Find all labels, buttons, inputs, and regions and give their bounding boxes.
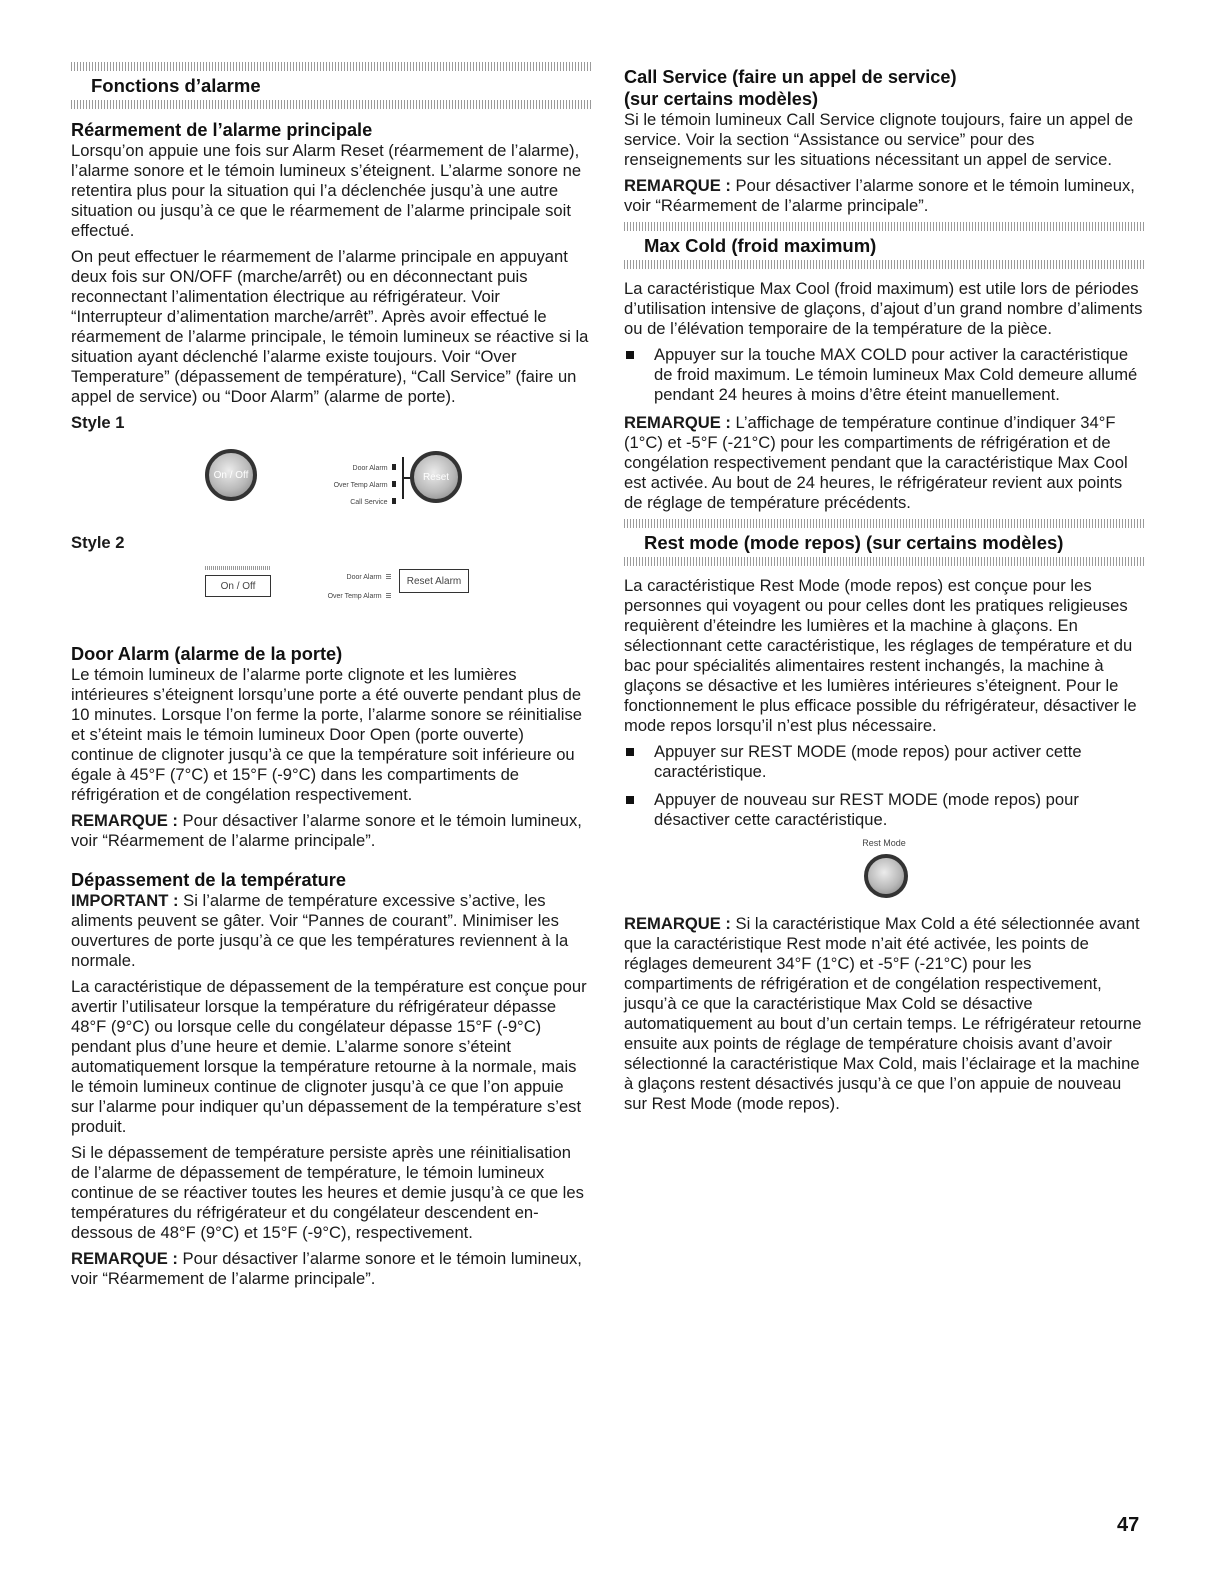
paragraph: Si le dépassement de température persiste après une réinitialisation de l’alarme de dépassement de température, le témoin lumineux continue de se réactiver toutes les heures et demie jusqu’à ce que les températures du réfrigérateur et du congélateur descendent en-dessous de 48°F (9°C) et 15°F (-9°C), respectivement. [71, 1143, 584, 1242]
important-label: IMPORTANT : [71, 891, 179, 910]
note-text: Pour désactiver l’alarme sonore et le témoin lumineux, voir “Réarmement de l’alarme principale”. [624, 176, 1135, 215]
on-off-label: On / Off [220, 580, 256, 592]
rest-mode-figure [624, 838, 1144, 914]
door-alarm-label: Door Alarm [352, 465, 388, 472]
section-title: Max Cold (froid maximum) [644, 235, 877, 256]
bullet-icon [626, 351, 634, 359]
reset-alarm-label: Reset Alarm [406, 575, 462, 587]
important-note [71, 891, 591, 971]
note [624, 914, 1144, 1114]
note [71, 811, 591, 851]
indicator-led [392, 481, 396, 487]
indicator-list [296, 567, 391, 605]
section-title: Fonctions d’alarme [91, 75, 261, 96]
section-header-rest-mode [624, 519, 1144, 566]
bullet-icon [626, 796, 634, 804]
indicator-led [386, 573, 391, 579]
heading-call-service-sub: (sur certains modèles) [624, 89, 819, 109]
divider [624, 519, 1144, 528]
section-header-alarm-functions [71, 62, 591, 109]
on-off-button[interactable] [205, 575, 271, 597]
note-label: REMARQUE : [71, 811, 178, 830]
list-item [624, 790, 1144, 830]
over-temp-label: Over Temp Alarm [327, 593, 382, 600]
on-off-label: On / Off [213, 469, 249, 481]
divider [71, 62, 591, 71]
indicator-led [392, 498, 396, 504]
important-text: Si l’alarme de température excessive s’active, les aliments peuvent se gâter. Voir “Pannes de courant”. Minimiser les ouvertures de porte jusqu’à ce que les températures reviennent à la normale. [71, 891, 569, 970]
list-item-text: Appuyer sur REST MODE (mode repos) pour activer cette caractéristique. [654, 742, 1082, 781]
paragraph: On peut effectuer le réarmement de l’alarme principale en appuyant deux fois sur ON/OFF (marche/arrêt) ou en déconnectant puis reconnectant l’alimentation électrique au réfrigérateur. Voir “Interrupteur d’alimentation marche/arrêt”. Après avoir effectué le réarmement de l’alarme principale, le témoin lumineux se réactive si la situation ayant déclenché l’alarme existe toujours. Voir “Over Temperature” (dépassement de température), “Call Service” (faire un appel de service) ou “Door Alarm” (alarme de porte). [71, 247, 589, 406]
right-column [624, 66, 1144, 1120]
reset-button[interactable] [410, 451, 462, 503]
divider [624, 557, 1144, 566]
section-header-max-cold [624, 222, 1144, 269]
note-label: REMARQUE : [71, 1249, 178, 1268]
left-column [71, 62, 591, 1295]
divider [624, 222, 1144, 231]
heading-door-alarm: Door Alarm (alarme de la porte) [71, 644, 343, 664]
list-item-text: Appuyer de nouveau sur REST MODE (mode repos) pour désactiver cette caractéristique. [654, 790, 1079, 829]
note [624, 176, 1144, 216]
paragraph: La caractéristique de dépassement de la température est conçue pour avertir l’utilisateur lorsque la température du réfrigérateur dépasse 48°F (9°C) ou lorsque celle du congélateur dépasse 15°F (-9°C) pendant plus d’une heure et demie. L’alarme sonore s’éteint automatiquement lorsque la température retourne à la normale, mais le témoin lumineux continue de clignoter jusqu’à ce que l’on appuie sur l’alarme pour indiquer qu’un dépassement de la température s’est produit. [71, 977, 587, 1136]
divider [205, 566, 271, 570]
rest-mode-label: Rest Mode [862, 838, 906, 848]
paragraph: La caractéristique Rest Mode (mode repos) est conçue pour les personnes qui voyagent ou pour celles dont les pratiques religieuses requièrent d’éteindre les lumières et la machine à glaçons. En sélectionnant cette caractéristique, les réglages de température et du bac pour spécialités alimentaires restent inchangés, la machine à glaçons se désactive et les lumières intérieures s’éteignent. Pour le fonctionnement le plus efficace possible du réfrigérateur, désactiver le mode repos lorsqu’il n’est plus nécessaire. [624, 576, 1137, 735]
indicator-list [306, 459, 396, 510]
list-item [624, 742, 1144, 782]
style-2-label: Style 2 [71, 533, 125, 552]
heading-alarm-reset: Réarmement de l’alarme principale [71, 120, 373, 140]
reset-label: Reset [422, 471, 450, 483]
note-text: L’affichage de température continue d’indiquer 34°F (1°C) et -5°F (-21°C) pour les compartiments de réfrigération et de congélation respectivement pendant que la caractéristique Max Cool est activée. Au bout de 24 heures, le réfrigérateur revient aux points de réglage de température précédents. [624, 413, 1128, 512]
paragraph: La caractéristique Max Cool (froid maximum) est utile lors de périodes d’utilisation intensive de glaçons, d’ajout d’un grand nombre d’aliments ou de l’élévation temporaire de la température de la pièce. [624, 279, 1143, 338]
note [71, 1249, 591, 1289]
note-label: REMARQUE : [624, 176, 731, 195]
heading-over-temperature: Dépassement de la température [71, 870, 346, 890]
rest-mode-button[interactable] [864, 854, 908, 898]
list-item-text: Appuyer sur la touche MAX COLD pour activer la caractéristique de froid maximum. Le témoin lumineux Max Cold demeure allumé pendant 24 heures à moins d’être éteint manuellement. [654, 345, 1138, 404]
control-panel-style-1 [71, 433, 591, 533]
bullet-icon [626, 748, 634, 756]
paragraph: Si le témoin lumineux Call Service clignote toujours, faire un appel de service. Voir la section “Assistance ou service” pour des renseignements sur les situations nécessitant un appel de service. [624, 110, 1134, 169]
paragraph: Le témoin lumineux de l’alarme porte clignote et les lumières intérieures s’éteignent lorsqu’une porte a été ouverte pendant plus de 10 minutes. Lorsque l’on ferme la porte, l’alarme sonore se réinitialise et s’éteint mais le témoin lumineux Door Open (porte ouverte) continue de clignoter jusqu’à ce que la température soit inférieure ou égale à 45°F (7°C) et 15°F (-9°C) dans les compartiments de réfrigération et de congélation respectivement. [71, 665, 582, 804]
call-service-label: Call Service [350, 499, 388, 506]
heading-call-service: Call Service (faire un appel de service) [624, 67, 957, 87]
note [624, 413, 1144, 513]
note-text: Pour désactiver l’alarme sonore et le témoin lumineux, voir “Réarmement de l’alarme principale”. [71, 1249, 582, 1288]
divider [624, 260, 1144, 269]
paragraph: Lorsqu’on appuie une fois sur Alarm Reset (réarmement de l’alarme), l’alarme sonore et le témoin lumineux s’éteignent. L’alarme sonore ne retentira plus pour la situation qui l’a déclenchée jusqu’à une autre situation ou jusqu’à ce que le réarmement de l’alarme principale soit effectué. [71, 141, 582, 240]
note-text: Si la caractéristique Max Cold a été sélectionnée avant que la caractéristique Rest mode n’ait été activée, les points de réglages demeurent 34°F (1°C) et -5°F (-21°C) pour les compartiments de réfrigération et de congélation respectivement, jusqu’à ce que la caractéristique Max Cold se désactive automatiquement au bout d’un certain temps. Le réfrigérateur retourne ensuite aux points de réglage de température choisis avant d’avoir sélectionné la caractéristique Max Cold, mais l’éclairage et la machine à glaçons restent désactivés jusqu’à ce que l’on appuie de nouveau sur Rest Mode (mode repos). [624, 914, 1142, 1113]
divider [71, 100, 591, 109]
on-off-button[interactable] [205, 449, 257, 501]
over-temp-label: Over Temp Alarm [333, 482, 388, 489]
indicator-led [386, 592, 391, 598]
note-label: REMARQUE : [624, 914, 731, 933]
note-label: REMARQUE : [624, 413, 731, 432]
reset-alarm-button[interactable] [399, 569, 469, 593]
section-title: Rest mode (mode repos) (sur certains modèles) [644, 532, 1064, 553]
style-1-label: Style 1 [71, 413, 125, 432]
bullet-list [624, 345, 1144, 405]
control-panel-style-2 [71, 553, 591, 633]
bullet-list [624, 742, 1144, 830]
note-text: Pour désactiver l’alarme sonore et le témoin lumineux, voir “Réarmement de l’alarme principale”. [71, 811, 582, 850]
indicator-led [392, 464, 396, 470]
door-alarm-label: Door Alarm [346, 574, 382, 581]
page-number: 47 [1117, 1514, 1140, 1536]
list-item [624, 345, 1144, 405]
